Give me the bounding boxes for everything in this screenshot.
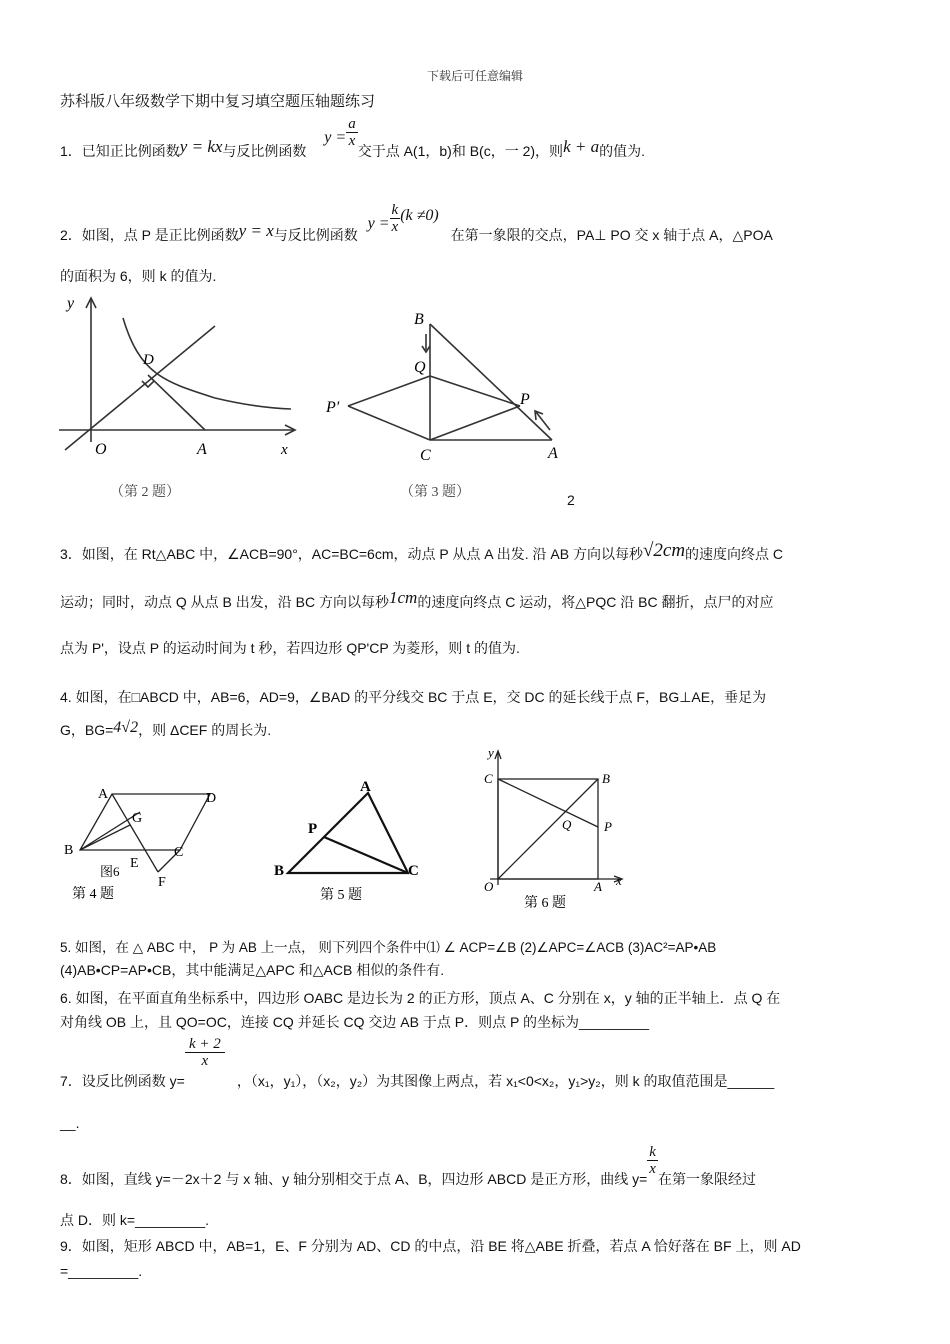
fraction: $\frac{k}{x}$ xyxy=(391,202,399,235)
label-y: y xyxy=(67,295,75,312)
label-c: C xyxy=(484,771,493,786)
label-a: A xyxy=(548,445,558,462)
label-p: P xyxy=(308,821,318,837)
figure-question-6 xyxy=(470,745,630,915)
question-4-line2: G，BG=4√2，则 ΔCEF 的周长为. xyxy=(60,719,272,738)
figure-question-2 xyxy=(55,290,305,510)
question-1: 1．已知正比例函数y = kx与反比例函数 y = $\frac{a}{x}$ 交于点 A(1，b)和 B(c，一 2)，则k + a的值为. xyxy=(60,116,645,160)
line-y-eq-x xyxy=(65,326,215,450)
question-2: 2．如图，点 P 是正比例函数y = x与反比例函数 y = $\frac{k}{x}$ (k ≠0) 在第一象限的交点，PA⊥ PO 交 x 轴于点 A，△POA xyxy=(60,202,773,244)
page-header: 下载后可任意编辑 xyxy=(426,69,523,83)
diagonal-ob xyxy=(498,779,598,879)
question-3-line1: 3．如图，在 Rt△ABC 中，∠ACB=90°，AC=BC=6cm，动点 P 从点 A 出发. 沿 AB 方向以每秒√2cm的速度向终点 C xyxy=(60,540,784,562)
question-4-line1: 4. 如图，在□ABCD 中，AB=6，AD=9，∠BAD 的平分线交 BC 于点 E，交 DC 的延长线于点 F，BG⊥AE，垂足为 xyxy=(60,689,767,705)
label-o: O xyxy=(95,441,107,458)
label-b: B xyxy=(602,771,610,786)
question-5-line1: 5. 如图，在 △ ABC 中， P 为 AB 上一点， 则下列四个条件中⑴ ∠ ACP=∠B (2)∠APC=∠ACB (3)AC²=AP•AB xyxy=(60,940,717,955)
page-title: 苏科版八年级数学下期中复习填空题压轴题练习 xyxy=(60,93,376,110)
question-2-line2: 的面积为 6，则 k 的值为. xyxy=(60,268,217,284)
question-6-line2: 对角线 OB 上，且 QO=OC，连接 CQ 并延长 CQ 交边 AB 于点 P．则点 P 的坐标为_________ xyxy=(60,1014,650,1030)
label-o: O xyxy=(484,879,494,894)
formula: k + a xyxy=(563,137,600,157)
formula: 1cm xyxy=(389,588,418,607)
question-9-line2: =_________. xyxy=(60,1263,143,1279)
label-d: D xyxy=(143,352,154,368)
figure-question-4 xyxy=(60,780,230,910)
label-p: P xyxy=(520,391,530,408)
label-c: C xyxy=(408,863,419,879)
figure-question-5 xyxy=(268,775,428,910)
label-f: F xyxy=(158,875,166,890)
label-q: Q xyxy=(414,359,426,376)
formula: √2cm xyxy=(642,540,686,561)
segment-cp1 xyxy=(348,406,430,440)
question-6-line1: 6. 如图，在平面直角坐标系中，四边形 OABC 是边长为 2 的正方形，顶点 A、C 分别在 x，y 轴的正半轴上．点 Q 在 xyxy=(60,990,781,1006)
fraction: $\frac{a}{x}$ xyxy=(348,116,356,149)
question-5-line2: (4)AB•CP=AP•CB，其中能满足△APC 和△ACB 相似的条件有. xyxy=(60,962,445,978)
label-a: A xyxy=(360,779,371,795)
figure-question-3 xyxy=(320,300,580,505)
formula: y = xyxy=(367,215,390,233)
label-a: A xyxy=(197,441,207,458)
segment-qp xyxy=(430,376,520,406)
parallelogram-abcd xyxy=(80,794,210,850)
label-a: A xyxy=(98,787,109,802)
fraction: $\frac{k}{x}$ xyxy=(649,1144,656,1177)
label-b: B xyxy=(414,311,424,328)
formula: 4√2 xyxy=(113,719,139,736)
formula: y = x xyxy=(238,221,274,241)
formula: y = kx xyxy=(179,137,223,157)
segment-qp1 xyxy=(348,376,430,406)
label-c: C xyxy=(420,447,431,464)
figure-label: 图6 xyxy=(100,864,120,879)
figure-caption: （第 2 题） xyxy=(110,485,180,500)
formula: (k ≠0) xyxy=(400,207,439,225)
label-c: C xyxy=(174,845,184,860)
label-b: B xyxy=(64,843,74,858)
label-p: P xyxy=(604,819,612,834)
label-q: Q xyxy=(562,817,572,832)
question-8-line2: 点 D．则 k=_________. xyxy=(60,1212,210,1228)
question-3-line2: 运动；同时，动点 Q 从点 B 出发，沿 BC 方向以每秒1cm的速度向终点 C 运动，将△PQC 沿 BC 翻折，点尸的对应 xyxy=(60,588,774,610)
question-number: 1． xyxy=(60,143,82,160)
label-p-prime: P' xyxy=(326,399,340,416)
label-a: A xyxy=(594,879,602,894)
question-3-line3: 点为 P'，设点 P 的运动时间为 t 秒，若四边形 QP'CP 为菱形，则 t 的值为. xyxy=(60,640,520,656)
segment-pc xyxy=(324,837,408,873)
figure-caption: 第 4 题 xyxy=(72,887,114,902)
page-number: 2 xyxy=(567,492,575,508)
question-number: 2． xyxy=(60,227,82,244)
formula: y = xyxy=(324,129,347,147)
label-d: D xyxy=(206,791,217,806)
question-9-line1: 9．如图，矩形 ABCD 中，AB=1，E、F 分别为 AD、CD 的中点，沿 BE 将△ABE 折叠，若点 A 恰好落在 BF 上，则 AD xyxy=(60,1238,801,1254)
label-b: B xyxy=(274,863,285,879)
figure-caption: 第 5 题 xyxy=(320,888,362,903)
question-7-line2: __. xyxy=(60,1115,80,1131)
label-y: y xyxy=(488,745,494,760)
triangle-abc xyxy=(288,793,408,873)
question-7: 7．设反比例函数 y= $\frac{k + 2}{x}$ ，（x₁，y₁），（x₂，y₂）为其图像上两点，若 x₁<0<x₂，y₁>y₂，则 k 的取值范围是______ xyxy=(60,1036,775,1090)
label-x: x xyxy=(281,442,288,458)
segment-pa xyxy=(148,375,205,430)
question-8: 8．如图，直线 y=－2x＋2 与 x 轴、y 轴分别相交于点 A、B，四边形 ABCD 是正方形，曲线 y= $\frac{k}{x}$ 在第一象限经过 xyxy=(60,1144,756,1188)
segment-be xyxy=(80,811,143,850)
label-g: G xyxy=(132,811,143,826)
segment-cp xyxy=(498,779,598,827)
figure-caption: 第 6 题 xyxy=(524,896,566,911)
segment-cp xyxy=(430,406,520,440)
figure-caption: （第 3 题） xyxy=(400,485,470,500)
label-x: x xyxy=(616,873,622,888)
label-e: E xyxy=(130,856,139,871)
fraction: $\frac{k + 2}{x}$ xyxy=(185,1036,225,1069)
